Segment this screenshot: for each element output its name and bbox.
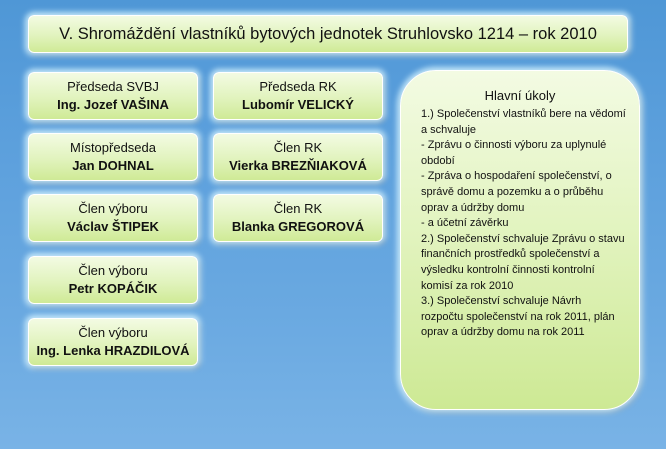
member-name: Ing. Jozef VAŠINA (57, 97, 169, 112)
member-role: Člen RK (273, 201, 323, 216)
main-tasks-panel (400, 70, 640, 410)
member-name: Blanka GREGOROVÁ (231, 219, 365, 234)
member-role: Člen RK (273, 140, 323, 155)
tasks-text: 1.) Společenství vlastníků bere na vědomí a schvaluje - Zprávu o činnosti výboru za uplynulé období - Zpráva o hospodaření společenství, o správě domu a pozemku a o průběhu oprav a údržby domu - a účetní závěrku 2.) Společenství schvaluje Zprávu o stavu finančních prostředků společenství a výsledku kontrolní činnosti kontrolní komisí za rok 2010 3.) Společenství schvaluje Návrh rozpočtu společenství na rok 2011, plán oprav a údržby domu na rok 2011 (421, 108, 626, 339)
tasks-heading: Hlavní úkoly (484, 88, 556, 103)
title-text: V. Shromáždění vlastníků bytových jednotek Struhlovsko 1214 – rok 2010 (59, 24, 597, 43)
audit-card-chairman (213, 72, 383, 120)
member-name: Lubomír VELICKÝ (242, 97, 354, 112)
member-role: Člen výboru (78, 201, 148, 216)
member-card-committee-2 (28, 256, 198, 304)
member-role: Místopředseda (70, 140, 156, 155)
page-title (28, 15, 628, 53)
member-name: Ing. Lenka HRAZDILOVÁ (36, 343, 190, 358)
member-role: Člen výboru (78, 325, 148, 340)
member-role: Člen výboru (78, 263, 148, 278)
member-card-chairman (28, 72, 198, 120)
member-role: Předseda RK (259, 79, 337, 94)
member-name: Vierka BREZŇIAKOVÁ (229, 158, 367, 173)
member-card-vice-chairman (28, 133, 198, 181)
member-name: Václav ŠTIPEK (67, 219, 159, 234)
member-card-committee-1 (28, 194, 198, 242)
audit-card-member-1 (213, 133, 383, 181)
member-name: Jan DOHNAL (72, 158, 154, 173)
member-role: Předseda SVBJ (67, 79, 159, 94)
member-name: Petr KOPÁČIK (68, 281, 158, 296)
member-card-committee-3 (28, 318, 198, 366)
audit-card-member-2 (213, 194, 383, 242)
